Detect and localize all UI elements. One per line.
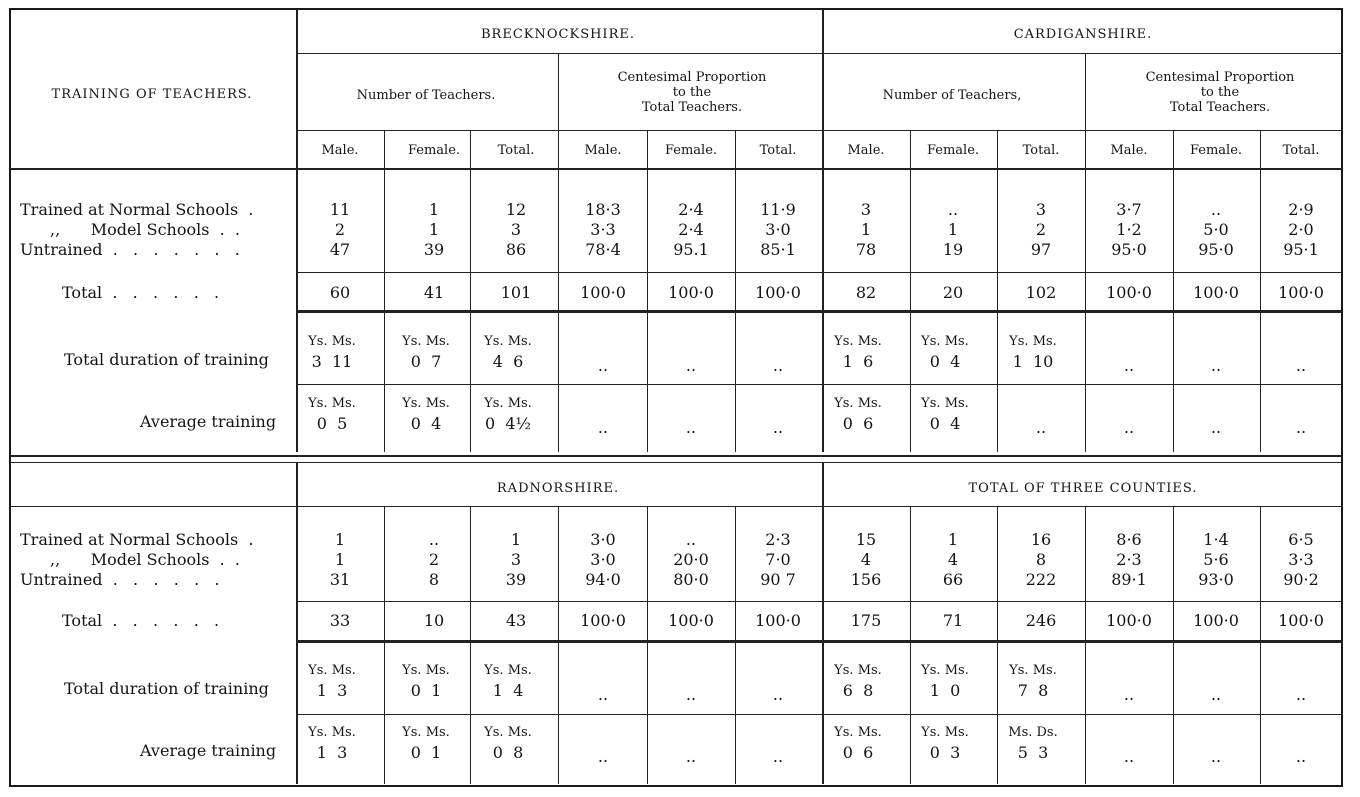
- cell-value: ..: [1210, 418, 1222, 437]
- cell-value: 19: [942, 240, 964, 259]
- cell-value: ..: [772, 418, 784, 437]
- rule: [296, 384, 1343, 385]
- rule: [296, 130, 1343, 131]
- rule: [1260, 506, 1261, 784]
- cell-value: 66: [942, 570, 964, 589]
- rule: [296, 714, 1343, 715]
- cell-value: 20·0: [673, 550, 709, 569]
- cell-value: 8: [428, 570, 440, 589]
- cell-value: 1: [428, 200, 440, 219]
- cell-value: 5·0: [1203, 220, 1229, 239]
- years-months-label: Ys. Ms.: [484, 725, 532, 740]
- column-header: Male.: [1110, 143, 1148, 158]
- cell-value: 85·1: [760, 240, 796, 259]
- rule: [558, 53, 559, 133]
- cell-value: 101: [500, 283, 532, 302]
- cell-value: 86: [505, 240, 527, 259]
- cell-value: ..: [685, 530, 697, 549]
- table-frame: [9, 8, 1343, 787]
- county-heading-radnorshire: RADNORSHIRE.: [496, 481, 620, 496]
- years-months-label: Ys. Ms.: [308, 663, 356, 678]
- cell-value: 0 4: [929, 352, 961, 371]
- rule: [11, 455, 1343, 457]
- cell-value: ..: [1123, 685, 1135, 704]
- cell-value: 78: [855, 240, 877, 259]
- cell-value: 5 3: [1017, 743, 1049, 762]
- cell-value: 3·0: [590, 530, 616, 549]
- cell-value: 33: [329, 611, 351, 630]
- cell-value: 100·0: [668, 283, 714, 302]
- cell-value: 3: [510, 220, 522, 239]
- cell-value: ..: [1035, 418, 1047, 437]
- cell-value: ..: [1123, 356, 1135, 375]
- cell-value: 3: [1035, 200, 1047, 219]
- rule: [735, 130, 736, 452]
- cell-value: 1 4: [492, 681, 524, 700]
- cell-value: 31: [329, 570, 351, 589]
- rule: [558, 130, 559, 452]
- rule: [910, 130, 911, 452]
- rule: [1260, 130, 1261, 452]
- cell-value: 39: [423, 240, 445, 259]
- cell-value: ..: [1210, 747, 1222, 766]
- cell-value: ..: [1295, 685, 1307, 704]
- cell-value: ..: [772, 685, 784, 704]
- cell-value: 3·0: [765, 220, 791, 239]
- cell-value: ..: [1210, 685, 1222, 704]
- rule: [647, 130, 648, 452]
- cell-value: 0 7: [410, 352, 442, 371]
- row-label-average: Average training: [140, 741, 277, 760]
- cell-value: 1: [860, 220, 872, 239]
- cell-value: 1·4: [1203, 530, 1229, 549]
- cell-value: 89·1: [1111, 570, 1147, 589]
- cell-value: ..: [685, 356, 697, 375]
- cell-value: 43: [505, 611, 527, 630]
- rule: [1085, 53, 1086, 133]
- row-label-trained-model: ,, Model Schools . .: [50, 550, 240, 569]
- cell-value: 4: [860, 550, 872, 569]
- years-months-label: Ys. Ms.: [402, 725, 450, 740]
- group-heading-proportion-cardigan: Centesimal Proportion to the Total Teachers.: [1145, 70, 1295, 115]
- cell-value: ..: [1123, 747, 1135, 766]
- row-label-untrained: Untrained . . . . . .: [20, 570, 220, 589]
- cell-value: ..: [1210, 200, 1222, 219]
- row-label-untrained: Untrained . . . . . . .: [20, 240, 240, 259]
- cell-value: ..: [1210, 356, 1222, 375]
- cell-value: 0 1: [410, 681, 442, 700]
- cell-value: ..: [772, 356, 784, 375]
- cell-value: 100·0: [1278, 611, 1324, 630]
- row-label-duration: Total duration of training: [64, 679, 269, 698]
- cell-value: 0 4½: [484, 414, 532, 433]
- row-label-trained-normal: Trained at Normal Schools .: [20, 530, 254, 549]
- cell-value: 100·0: [1106, 283, 1152, 302]
- rule: [735, 506, 736, 784]
- cell-value: ..: [947, 200, 959, 219]
- cell-value: 39: [505, 570, 527, 589]
- cell-value: 97: [1030, 240, 1052, 259]
- rule: [296, 53, 1343, 54]
- cell-value: 47: [329, 240, 351, 259]
- cell-value: 100·0: [1278, 283, 1324, 302]
- cell-value: ..: [428, 530, 440, 549]
- cell-value: 20: [942, 283, 964, 302]
- years-months-label: Ys. Ms.: [834, 334, 882, 349]
- years-months-label: Ys. Ms.: [834, 663, 882, 678]
- cell-value: 1 0: [929, 681, 961, 700]
- column-header: Total.: [759, 143, 797, 158]
- county-heading-cardiganshire: CARDIGANSHIRE.: [1013, 27, 1153, 42]
- cell-value: 3: [860, 200, 872, 219]
- rule: [997, 506, 998, 784]
- cell-value: 1: [947, 220, 959, 239]
- rule: [11, 462, 1343, 463]
- cell-value: 222: [1025, 570, 1057, 589]
- years-months-label: Ys. Ms.: [308, 725, 356, 740]
- group-heading-number-cardigan: Number of Teachers,: [882, 88, 1022, 103]
- cell-value: 2·4: [678, 200, 704, 219]
- rule: [1173, 506, 1174, 784]
- cell-value: ..: [597, 747, 609, 766]
- years-months-label: Ys. Ms.: [308, 334, 356, 349]
- cell-value: ..: [685, 685, 697, 704]
- cell-value: 95·1: [1283, 240, 1319, 259]
- cell-value: 71: [942, 611, 964, 630]
- cell-value: 100·0: [580, 611, 626, 630]
- cell-value: 1 3: [316, 681, 348, 700]
- rule: [558, 506, 559, 784]
- cell-value: 5·6: [1203, 550, 1229, 569]
- cell-value: 100·0: [1193, 283, 1239, 302]
- years-months-label: Ys. Ms.: [484, 663, 532, 678]
- rule: [910, 506, 911, 784]
- years-months-label: Ys. Ms.: [484, 334, 532, 349]
- cell-value: 8: [1035, 550, 1047, 569]
- cell-value: 0 6: [842, 743, 874, 762]
- cell-value: 1 3: [316, 743, 348, 762]
- column-header: Total.: [497, 143, 535, 158]
- rule: [470, 506, 471, 784]
- column-header: Female.: [1189, 143, 1243, 158]
- group-heading-proportion-brecknock: Centesimal Proportion to the Total Teachers.: [617, 70, 767, 115]
- cell-value: 11·9: [760, 200, 796, 219]
- cell-value: 246: [1025, 611, 1057, 630]
- rule: [822, 506, 823, 784]
- cell-value: 156: [850, 570, 882, 589]
- rule: [296, 462, 298, 784]
- cell-value: 3·3: [590, 220, 616, 239]
- column-header: Female.: [926, 143, 980, 158]
- cell-value: 78·4: [585, 240, 621, 259]
- rule: [1085, 506, 1086, 784]
- county-heading-total-three: TOTAL OF THREE COUNTIES.: [968, 481, 1198, 496]
- group-heading-number-brecknock: Number of Teachers.: [356, 88, 496, 103]
- cell-value: 100·0: [1193, 611, 1239, 630]
- cell-value: 2·0: [1288, 220, 1314, 239]
- cell-value: ..: [597, 418, 609, 437]
- cell-value: 3 11: [311, 352, 353, 371]
- cell-value: 90·2: [1283, 570, 1319, 589]
- column-header: Total.: [1022, 143, 1060, 158]
- column-header: Male.: [847, 143, 885, 158]
- row-label-total: Total . . . . . .: [62, 283, 220, 302]
- cell-value: 2: [334, 220, 346, 239]
- cell-value: 41: [423, 283, 445, 302]
- cell-value: 1 10: [1012, 352, 1054, 371]
- column-header: Female.: [664, 143, 718, 158]
- rule: [11, 506, 1343, 507]
- cell-value: 0 3: [929, 743, 961, 762]
- cell-value: 3·3: [1288, 550, 1314, 569]
- cell-value: 6 8: [842, 681, 874, 700]
- cell-value: 0 8: [492, 743, 524, 762]
- years-months-label: Ys. Ms.: [921, 725, 969, 740]
- rule: [997, 130, 998, 452]
- cell-value: 18·3: [585, 200, 621, 219]
- row-label-average: Average training: [140, 412, 277, 431]
- rule: [1085, 130, 1086, 452]
- cell-value: 4: [947, 550, 959, 569]
- cell-value: 1: [428, 220, 440, 239]
- cell-value: 94·0: [585, 570, 621, 589]
- cell-value: ..: [597, 685, 609, 704]
- years-months-label: Ys. Ms.: [834, 725, 882, 740]
- rule: [822, 130, 823, 452]
- cell-value: 0 6: [842, 414, 874, 433]
- cell-value: 175: [850, 611, 882, 630]
- cell-value: 3·0: [590, 550, 616, 569]
- rule: [384, 506, 385, 784]
- years-months-label: Ys. Ms.: [921, 334, 969, 349]
- cell-value: 0 5: [316, 414, 348, 433]
- cell-value: 2·4: [678, 220, 704, 239]
- cell-value: ..: [1295, 747, 1307, 766]
- years-months-label: Ys. Ms.: [921, 396, 969, 411]
- row-label-duration: Total duration of training: [64, 350, 269, 369]
- cell-value: 2·9: [1288, 200, 1314, 219]
- column-header: Male.: [584, 143, 622, 158]
- cell-value: 100·0: [1106, 611, 1152, 630]
- cell-value: 95·0: [1198, 240, 1234, 259]
- column-header: Male.: [321, 143, 359, 158]
- column-header: Total.: [1282, 143, 1320, 158]
- cell-value: 90 7: [760, 570, 796, 589]
- cell-value: 2·3: [765, 530, 791, 549]
- cell-value: ..: [685, 747, 697, 766]
- cell-value: 1: [510, 530, 522, 549]
- row-label-trained-model: ,, Model Schools . .: [50, 220, 240, 239]
- rule: [470, 130, 471, 452]
- cell-value: 2: [1035, 220, 1047, 239]
- cell-value: 102: [1025, 283, 1057, 302]
- years-months-label: Ys. Ms.: [402, 396, 450, 411]
- cell-value: 95·0: [1111, 240, 1147, 259]
- cell-value: 0 4: [929, 414, 961, 433]
- years-months-label: Ys. Ms.: [484, 396, 532, 411]
- cell-value: 82: [855, 283, 877, 302]
- years-months-label: Ys. Ms.: [921, 663, 969, 678]
- cell-value: 4 6: [492, 352, 524, 371]
- cell-value: ..: [1295, 418, 1307, 437]
- cell-value: 100·0: [755, 283, 801, 302]
- cell-value: 10: [423, 611, 445, 630]
- rule: [384, 130, 385, 452]
- cell-value: 1: [947, 530, 959, 549]
- cell-value: 12: [505, 200, 527, 219]
- cell-value: 95.1: [673, 240, 709, 259]
- rule: [296, 601, 1343, 602]
- years-months-label: Ms. Ds.: [1008, 725, 1058, 740]
- cell-value: 0 1: [410, 743, 442, 762]
- cell-value: ..: [597, 356, 609, 375]
- cell-value: 16: [1030, 530, 1052, 549]
- years-months-label: Ys. Ms.: [1009, 334, 1057, 349]
- cell-value: 2·3: [1116, 550, 1142, 569]
- cell-value: ..: [1295, 356, 1307, 375]
- rule: [11, 168, 1343, 170]
- cell-value: 100·0: [580, 283, 626, 302]
- years-months-label: Ys. Ms.: [402, 663, 450, 678]
- rule: [647, 506, 648, 784]
- cell-value: 0 4: [410, 414, 442, 433]
- cell-value: 100·0: [755, 611, 801, 630]
- cell-value: 7 8: [1017, 681, 1049, 700]
- cell-value: 1·2: [1116, 220, 1142, 239]
- cell-value: 15: [855, 530, 877, 549]
- cell-value: 11: [329, 200, 351, 219]
- row-label-trained-normal: Trained at Normal Schools .: [20, 200, 254, 219]
- cell-value: ..: [685, 418, 697, 437]
- cell-value: ..: [1123, 418, 1135, 437]
- table-title: TRAINING OF TEACHERS.: [51, 87, 253, 102]
- cell-value: 6·5: [1288, 530, 1314, 549]
- rule: [296, 10, 298, 452]
- cell-value: 3: [510, 550, 522, 569]
- county-heading-brecknockshire: BRECKNOCKSHIRE.: [481, 27, 635, 42]
- cell-value: 1 6: [842, 352, 874, 371]
- years-months-label: Ys. Ms.: [1009, 663, 1057, 678]
- cell-value: 2: [428, 550, 440, 569]
- cell-value: 1: [334, 550, 346, 569]
- cell-value: 8·6: [1116, 530, 1142, 549]
- cell-value: ..: [772, 747, 784, 766]
- cell-value: 7·0: [765, 550, 791, 569]
- rule: [1173, 130, 1174, 452]
- cell-value: 1: [334, 530, 346, 549]
- years-months-label: Ys. Ms.: [402, 334, 450, 349]
- cell-value: 3·7: [1116, 200, 1142, 219]
- rule: [296, 640, 1343, 643]
- cell-value: 100·0: [668, 611, 714, 630]
- cell-value: 93·0: [1198, 570, 1234, 589]
- rule: [296, 272, 1343, 273]
- row-label-total: Total . . . . . .: [62, 611, 220, 630]
- cell-value: 80·0: [673, 570, 709, 589]
- cell-value: 60: [329, 283, 351, 302]
- years-months-label: Ys. Ms.: [308, 396, 356, 411]
- rule: [296, 310, 1343, 313]
- years-months-label: Ys. Ms.: [834, 396, 882, 411]
- column-header: Female.: [407, 143, 461, 158]
